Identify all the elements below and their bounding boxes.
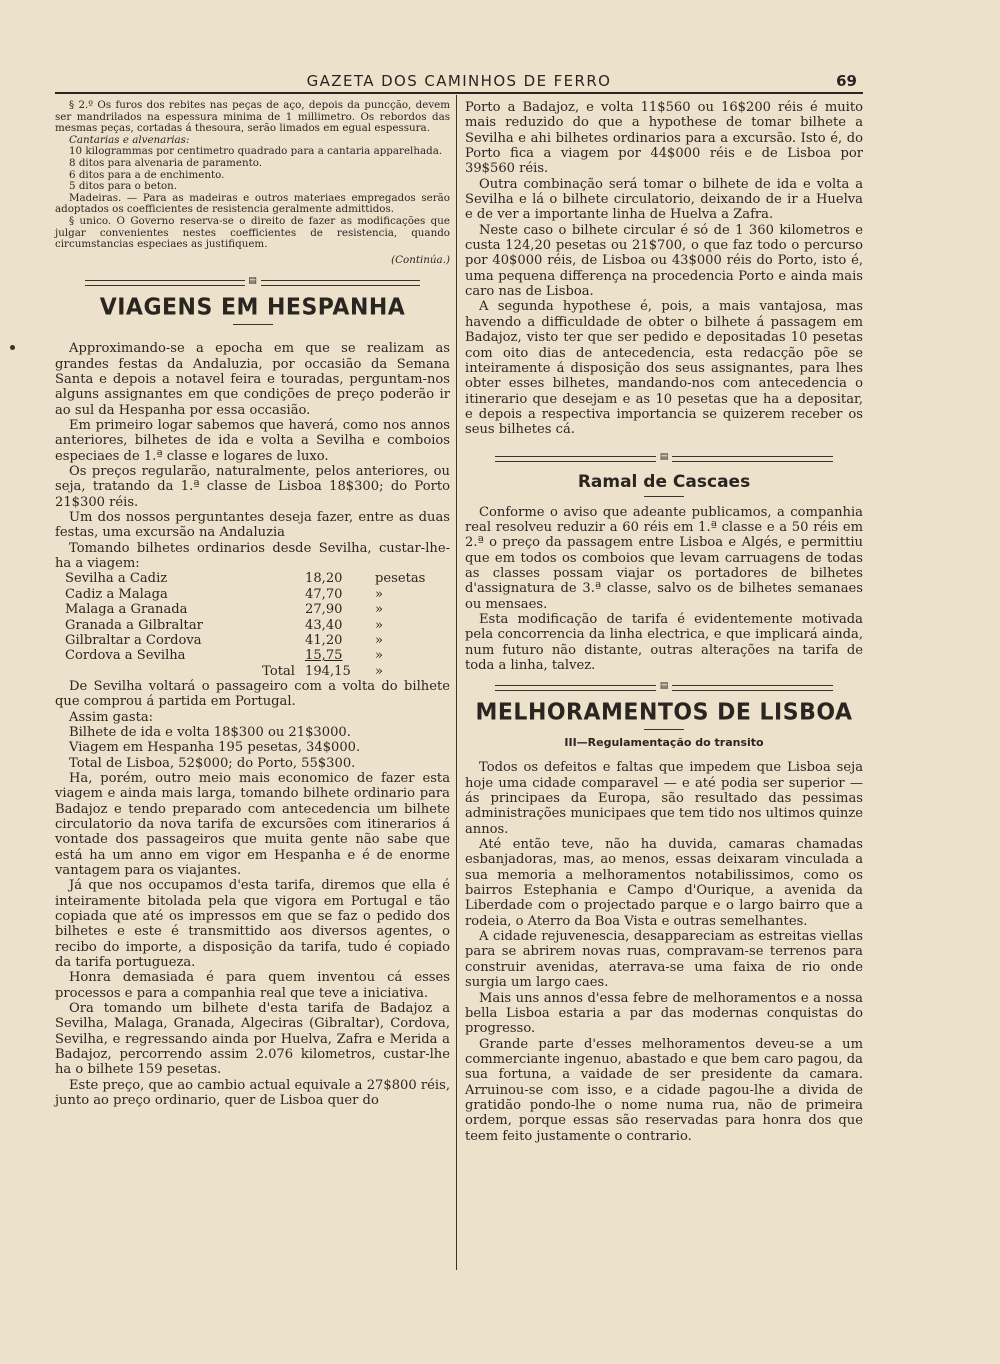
table-row bbox=[65, 633, 435, 648]
continued-paragraph: Madeiras. — Para as madeiras e outros materiaes empregados serão adoptados os coefficientes de resistencia geralmente admittidos. bbox=[55, 191, 450, 216]
article-paragraph: Ora tomando um bilhete d'esta tarifa de Badajoz a Sevilha, Malaga, Granada, Algeciras (Gibraltar), Cordova, Sevilha, e regressando ainda por Huelva, Zafra e Merida a Badajoz, percorrendo assim 2.076 kilometros, custar-lhe ha o bilhete 159 pesetas. bbox=[55, 1001, 450, 1078]
continua-note: (Continúa.) bbox=[391, 253, 450, 266]
section-title: Ramal de Cascaes bbox=[577, 471, 751, 492]
total-label: Total bbox=[262, 663, 295, 679]
ornament-icon: ▤ bbox=[245, 275, 261, 287]
header-rule bbox=[55, 92, 863, 94]
fare-unit: » bbox=[375, 586, 384, 602]
title-rule bbox=[233, 324, 273, 325]
fare-unit: » bbox=[375, 617, 384, 633]
article-paragraph: Outra combinação será tomar o bilhete de ida e volta a Sevilha e lá o bilhete circulatorio, deixando de ir a Huelva e de ver a importante linha de Huelva a Zafra. bbox=[465, 176, 863, 223]
article-line: Bilhete de ida e volta 18$300 ou 21$3000. bbox=[69, 724, 351, 740]
table-row bbox=[65, 648, 435, 663]
table-row bbox=[65, 618, 435, 633]
ornament-icon: ▤ bbox=[656, 680, 672, 692]
fare-unit: » bbox=[375, 648, 384, 664]
article-paragraph: Esta modificação de tarifa é evidentemente motivada pela concorrencia da linha electrica, e que implicará ainda, num futuro não distante, outras alterações na tarifa de toda a linha, talvez. bbox=[465, 611, 863, 673]
article-title: MELHORAMENTOS DE LISBOA bbox=[475, 699, 853, 726]
fare-unit: » bbox=[375, 602, 384, 618]
fare-unit: pesetas bbox=[375, 571, 426, 587]
fare-route: Gilbraltar a Cordova bbox=[65, 632, 202, 648]
continued-line: 8 ditos para alvenaria de paramento. bbox=[69, 156, 263, 169]
page-number: 69 bbox=[836, 72, 857, 90]
fare-value: 15,75 bbox=[305, 648, 343, 664]
article-paragraph: Conforme o aviso que adeante publicamos, a companhia real resolveu reduzir a 60 réis em 1.ª classe e a 50 réis em 2.ª o preço da passagem entre Lisboa e Algés, e permittiu que em todos os comboios que levam carruagens de todas as classes possam viajar os portadores de bilhetes d'assignatura de 3.ª classe, salvo os de bilhetes semanaes ou mensaes. bbox=[465, 504, 863, 612]
left-column bbox=[55, 100, 450, 1109]
article-paragraph: Approximando-se a epocha em que se realizam as grandes festas da Andaluzia, por occasião da Semana Santa e depois a notavel feira e touradas, perguntam-nos alguns assignantes em que condições de preço poderão ir ao sul da Hespanha por essa occasião. bbox=[55, 341, 450, 418]
journal-title: GAZETA DOS CAMINHOS DE FERRO bbox=[306, 72, 612, 90]
fare-value: 47,70 bbox=[305, 586, 343, 602]
title-rule bbox=[644, 496, 684, 497]
article-paragraph: Este preço, que ao cambio actual equivale a 27$800 réis, junto ao preço ordinario, quer de Lisboa quer do bbox=[55, 1077, 450, 1109]
article-paragraph: Mais uns annos d'essa febre de melhoramentos e a nossa bella Lisboa estaria a par das modernas conquistas do progresso. bbox=[465, 990, 863, 1037]
fare-route: Cordova a Sevilha bbox=[65, 648, 186, 664]
table-row bbox=[65, 571, 435, 586]
ornament-icon: ▤ bbox=[656, 451, 672, 463]
fare-unit: » bbox=[375, 632, 384, 648]
fare-value: 43,40 bbox=[305, 617, 343, 633]
table-row bbox=[65, 602, 435, 617]
article-subtitle: III—Regulamentação do transito bbox=[564, 736, 764, 750]
fares-table bbox=[65, 571, 435, 678]
right-column bbox=[465, 100, 863, 1144]
article-title: VIAGENS EM HESPANHA bbox=[99, 294, 406, 321]
fare-value: 18,20 bbox=[305, 571, 343, 587]
continued-subhead: Cantarias e alvenarias: bbox=[69, 133, 190, 146]
table-row bbox=[65, 587, 435, 602]
fare-value: 27,90 bbox=[305, 602, 343, 618]
article-paragraph: A segunda hypothese é, pois, a mais vantajosa, mas havendo a difficuldade de obter o bilhete á passagem em Badajoz, visto ter que ser pedido e depositadas 10 pesetas com oito dias de antecedencia, esta redacção põe se inteiramente á disposição dos seus assignantes, para lhes obter esses bilhetes, mandando-nos com antecedencia o itinerario que desejam e as 10 pesetas que ha a depositar, e depois a respectiva importancia se quizerem receber os seus bilhetes cá. bbox=[465, 299, 863, 438]
article-line: Viagem em Hespanha 195 pesetas, 34$000. bbox=[69, 740, 361, 756]
total-value: 194,15 bbox=[305, 663, 351, 679]
article-paragraph: Já que nos occupamos d'esta tarifa, diremos que ella é inteiramente bitolada pela que vigora em Portugal e tão copiada que até os impressos em que se faz o pedido dos bilhetes e este é transmittido aos diversos agentes, o recibo do importe, a disposição da tarifa, tudo é copiado da tarifa portugueza. bbox=[55, 878, 450, 971]
article-paragraph: De Sevilha voltará o passageiro com a volta do bilhete que comprou á partida em Portugal. bbox=[55, 678, 450, 710]
fare-route: Malaga a Granada bbox=[65, 602, 188, 618]
article-paragraph: Todos os defeitos e faltas que impedem que Lisboa seja hoje uma cidade comparavel — e até podia ser superior — ás principaes da Europa, são resultado das pessimas administrações municipaes que tem tido nos ultimos quinze annos. bbox=[465, 760, 863, 837]
continued-line: 6 ditos para a de enchimento. bbox=[69, 168, 225, 181]
continued-line: 5 ditos para o beton. bbox=[69, 180, 178, 193]
continued-line: 10 kilogrammas por centimetro quadrado para a cantaria apparelhada. bbox=[69, 145, 443, 158]
running-header bbox=[55, 70, 863, 92]
article-paragraph: Tomando bilhetes ordinarios desde Sevilha, custar-lhe-ha a viagem: bbox=[55, 540, 450, 572]
total-row bbox=[65, 664, 435, 679]
article-paragraph: Grande parte d'esses melhoramentos deveu-se a um commerciante ingenuo, abastado e que bem caro pagou, da sua fortuna, a vaidade de ser presidente da camara. Arruinou-se com isso, e a cidade pagou-lhe a divida de gratidão pondo-lhe o nome numa rua, não de primeira ordem, porque essas são reservadas para honra dos que teem feito justamente o contrario. bbox=[465, 1036, 863, 1144]
column-divider bbox=[456, 95, 457, 1270]
fare-route: Granada a Gilbraltar bbox=[65, 617, 203, 633]
article-line: Total de Lisboa, 52$000; do Porto, 55$300. bbox=[69, 755, 356, 771]
article-paragraph: Em primeiro logar sabemos que haverá, como nos annos anteriores, bilhetes de ida e volta a Sevilha e comboios especiaes de 1.ª classe e logares de luxo. bbox=[55, 418, 450, 464]
fare-route: Sevilha a Cadiz bbox=[65, 571, 168, 587]
continued-paragraph: § 2.º Os furos dos rebites nas peças de aço, depois da puncção, devem ser mandrilados na espessura minima de 1 millimetro. Os rebordos das mesmas peças, cortadas á thesoura, serão limados em egual espessura. bbox=[55, 99, 450, 135]
article-paragraph: Neste caso o bilhete circular é só de 1 360 kilometros e custa 124,20 pesetas ou 21$700, o que faz todo o percurso por 40$000 réis, de Lisboa ou 43$000 réis do Porto, isto é, uma pequena differença na procedencia Porto e ainda mais caro nas de Lisboa. bbox=[465, 222, 863, 300]
section-separator bbox=[465, 677, 863, 699]
article-line: Assim gasta: bbox=[69, 709, 154, 725]
fare-route: Cadiz a Malaga bbox=[65, 586, 168, 602]
title-rule bbox=[644, 729, 684, 730]
article-paragraph: Porto a Badajoz, e volta 11$560 ou 16$200 réis é muito mais reduzido do que a hypothese de tomar bilhete a Sevilha e ahi bilhetes ordinarios para a excursão. Isto é, do Porto fica a viagem por 44$000 réis e de Lisboa por 39$560 réis. bbox=[465, 100, 863, 177]
article-paragraph: Os preços regularão, naturalmente, pelos anteriores, ou seja, tratando da 1.ª classe de Lisboa 18$300; do Porto 21$300 réis. bbox=[55, 464, 450, 510]
article-paragraph: A cidade rejuvenescia, desappareciam as estreitas viellas para se abrirem novas ruas, compravam-se terrenos para construir avenidas, aterrava-se uma faixa de rio onde surgia um largo caes. bbox=[465, 929, 863, 991]
continued-paragraph: § unico. O Governo reserva-se o direito de fazer as modificações que julgar convenientes nestes coefficientes de resistencia, quando circumstancias especiaes as justifiquem. bbox=[55, 214, 450, 251]
total-unit: » bbox=[375, 663, 384, 679]
article-paragraph: Ha, porém, outro meio mais economico de fazer esta viagem e ainda mais larga, tomando bilhete ordinario para Badajoz e tendo preparado com antecedencia um bilhete circulatorio da nova tarifa de excursões com itinerarios á vontade dos passageiros que muita gente não sabe que está ha um anno em vigor em Hespanha e é de enorme vantagem para os viajantes. bbox=[55, 770, 450, 878]
section-separator bbox=[465, 448, 863, 470]
fare-value: 41,20 bbox=[305, 632, 343, 648]
section-separator bbox=[55, 272, 450, 294]
article-paragraph: Um dos nossos perguntantes deseja fazer, entre as duas festas, uma excursão na Andaluzia bbox=[55, 510, 450, 541]
article-paragraph: Até então teve, não ha duvida, camaras chamadas esbanjadoras, mas, ao menos, essas deixaram vinculada a sua memoria a melhoramentos notabilissimos, como os bairros Estephania e Campo d'Ourique, a avenida da Liberdade com o projectado parque e o largo bairro que a rodeia, o Aterro da Boa Vista e outras semelhantes. bbox=[465, 837, 863, 929]
ink-spot bbox=[10, 345, 15, 350]
article-paragraph: Honra demasiada é para quem inventou cá esses processos e para a companhia real que teve a iniciativa. bbox=[55, 970, 450, 1001]
